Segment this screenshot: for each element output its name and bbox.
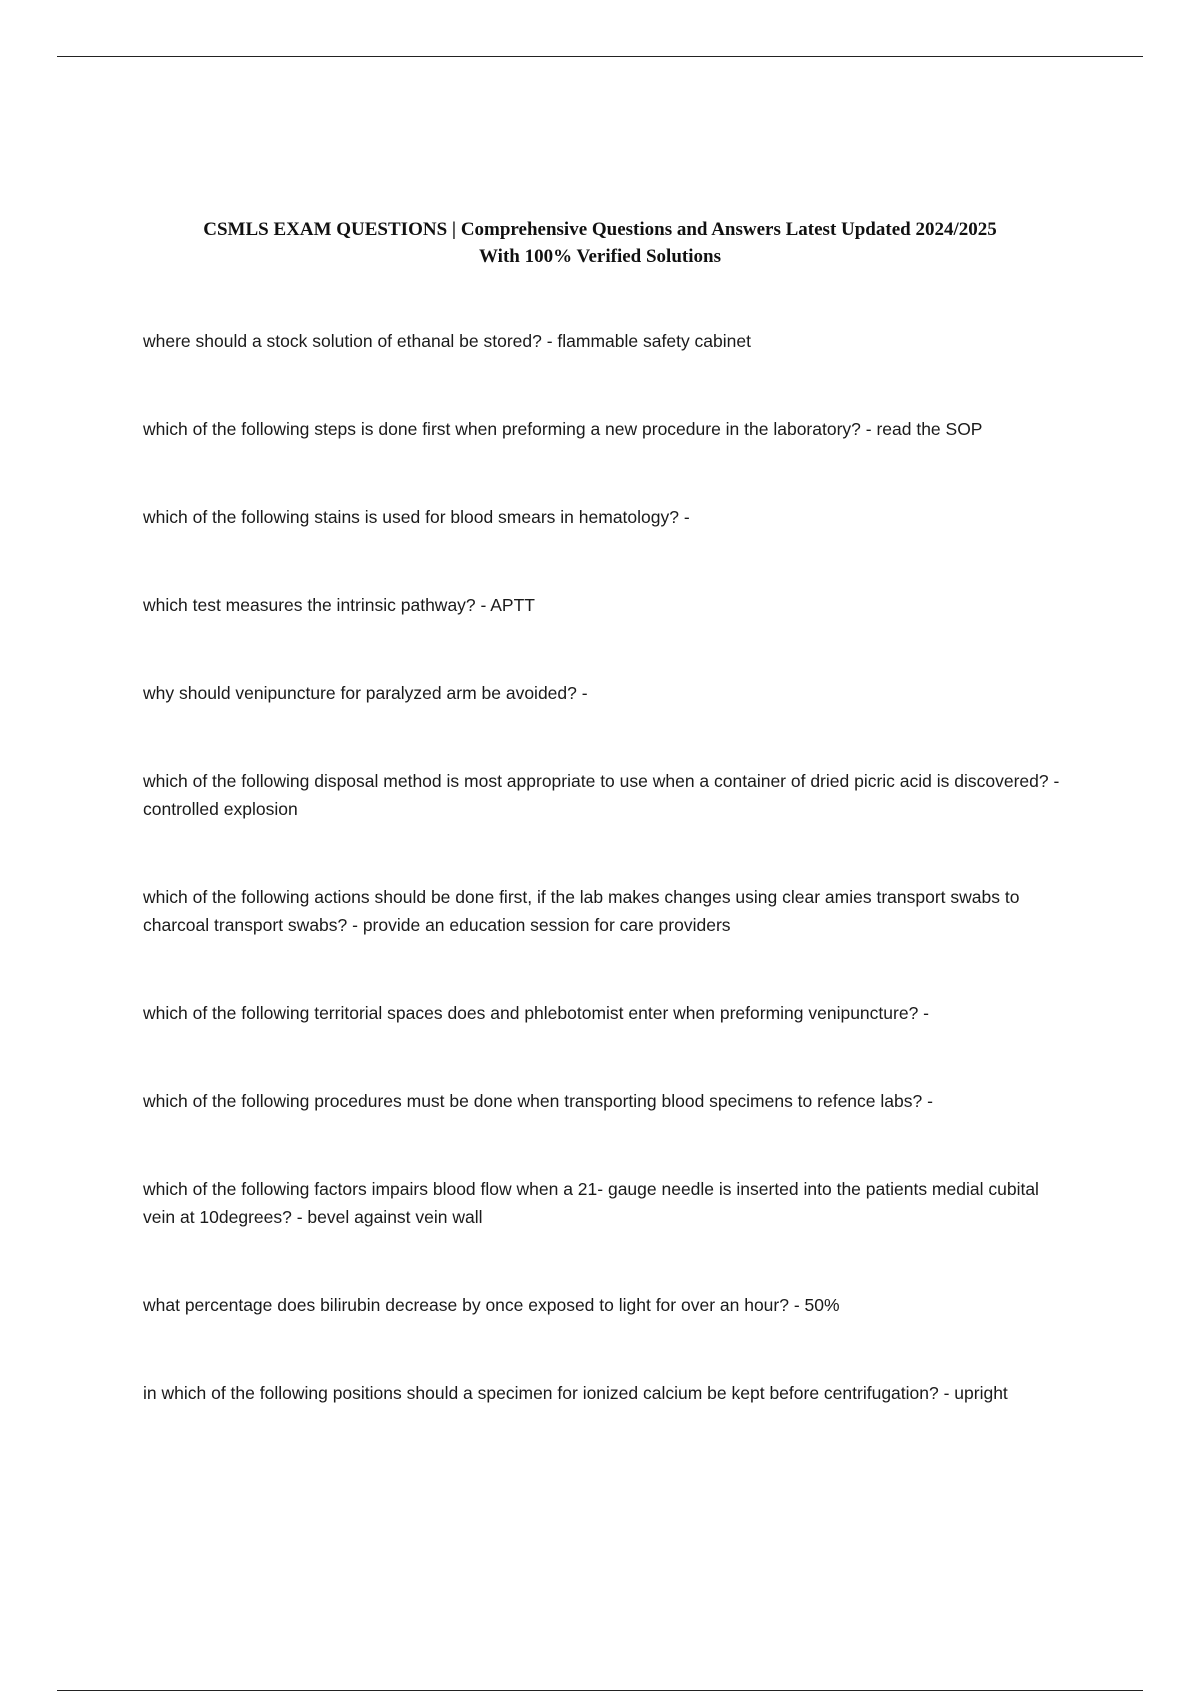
question-list — [143, 327, 1073, 1467]
qa-item: why should venipuncture for paralyzed arm be avoided? - — [143, 683, 588, 703]
qa-item: which of the following stains is used for blood smears in hematology? - — [143, 507, 690, 527]
footer-rule — [57, 1690, 1143, 1691]
qa-item: which of the following actions should be done first, if the lab makes changes using clear amies transport swabs to charcoal transport swabs? - provide an education session for care providers — [143, 887, 1020, 935]
title-line-2: With 100% Verified Solutions — [479, 246, 721, 267]
header-rule — [57, 56, 1143, 57]
qa-item: which test measures the intrinsic pathway? - APTT — [143, 595, 535, 615]
document-title — [120, 216, 1080, 270]
qa-item: which of the following factors impairs blood flow when a 21- gauge needle is inserted into the patients medial cubital vein at 10degrees? - bevel against vein wall — [143, 1179, 1039, 1227]
qa-item: in which of the following positions should a specimen for ionized calcium be kept before centrifugation? - upright — [143, 1383, 1008, 1403]
title-line-1: CSMLS EXAM QUESTIONS | Comprehensive Questions and Answers Latest Updated 2024/2025 — [203, 219, 997, 240]
qa-item: which of the following procedures must be done when transporting blood specimens to refence labs? - — [143, 1091, 933, 1111]
qa-item: what percentage does bilirubin decrease by once exposed to light for over an hour? - 50% — [143, 1295, 840, 1315]
qa-item: which of the following territorial spaces does and phlebotomist enter when preforming venipuncture? - — [143, 1003, 929, 1023]
qa-item: which of the following disposal method is most appropriate to use when a container of dried picric acid is discovered? - controlled explosion — [143, 771, 1060, 819]
qa-item: where should a stock solution of ethanal be stored? - flammable safety cabinet — [143, 331, 751, 351]
qa-item: which of the following steps is done first when preforming a new procedure in the laboratory? - read the SOP — [143, 419, 983, 439]
